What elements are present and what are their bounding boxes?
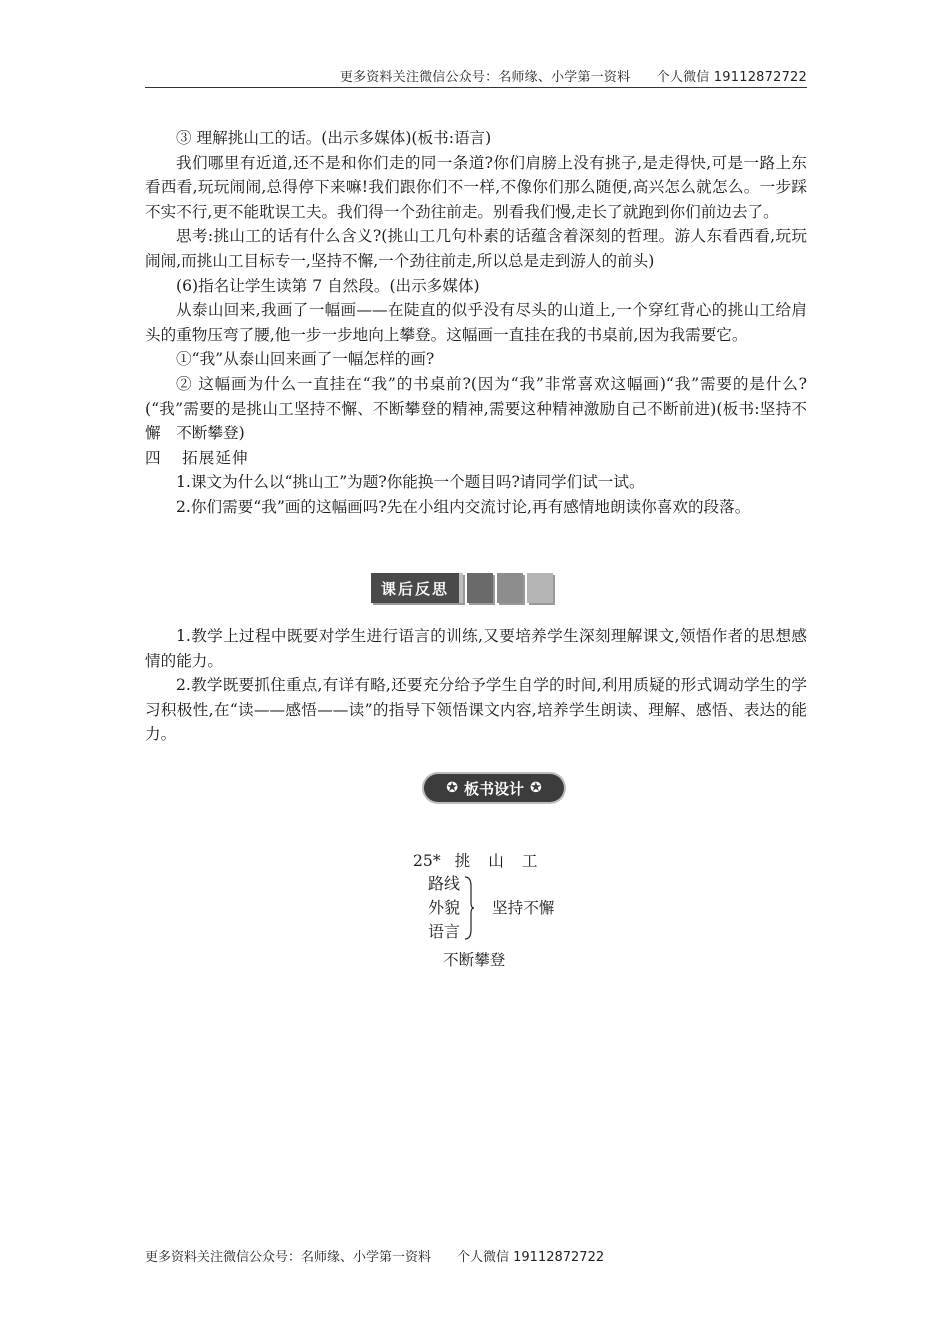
think-question: 思考:挑山工的话有什么含义?(挑山工几句朴素的话蕴含着深刻的哲理。游人东看西看,玩玩闹闹,而挑山工目标专一,坚持不懈,一个劲往前走,所以总是走到游人的前头) (145, 227, 807, 270)
section-number: 四 (145, 448, 162, 467)
title-char: 工 (521, 852, 538, 870)
brace-icon (464, 876, 474, 940)
section-label: 拓展延伸 (182, 448, 249, 467)
star-icon: ✪ (530, 780, 542, 796)
porter-quote: 我们哪里有近道,还不是和你们走的同一条道?你们肩膀上没有挑子,是走得快,可是一路上东看西看,玩玩闹闹,总得停下来嘛!我们跟你们不一样,不像你们那么随便,高兴怎么就怎么。一步踩不实不行,更不能耽误工夫。我们得一个劲往前走。别看我们慢,走长了就跑到你们前边去了。 (145, 153, 807, 221)
step-read-paragraph: (6)指名让学生读第 7 自然段。(出示多媒体) (176, 276, 480, 295)
banner-decor-block (497, 573, 523, 603)
board-design-badge (424, 774, 564, 802)
banner-decor-block (527, 573, 553, 603)
question-one: ①“我”从泰山回来画了一幅怎样的画? (176, 350, 435, 369)
board-item: 路线 (428, 874, 461, 893)
header-divider (145, 87, 807, 88)
reflection-content (145, 624, 807, 747)
paragraph-seven: 从泰山回来,我画了一幅画——在陡直的似乎没有尽头的山道上,一个穿红背心的挑山工给肩头的重物压弯了腰,他一步一步地向上攀登。这幅画一直挂在我的书桌前,因为我需要它。 (145, 301, 807, 344)
board-item: 语言 (428, 922, 461, 941)
step-understand-words: ③ 理解挑山工的话。(出示多媒体)(板书:语言) (176, 129, 492, 147)
title-char: 山 (488, 852, 504, 870)
board-never-stop: 不断攀登 (443, 951, 506, 969)
star-icon: ✪ (446, 780, 458, 796)
section-four-title (145, 446, 807, 471)
page-footer: 更多资料关注微信公众号：名师缘、小学第一资料 个人微信 19112872722 (145, 1250, 605, 1265)
reflection-item-two: 2.教学既要抓住重点,有详有略,还要充分给予学生自学的时间,利用质疑的形式调动学生的学习积极性,在“读——感悟——读”的指导下领悟课文内容,培养学生朗读、理解、感悟、表达的能力。 (145, 676, 807, 744)
reflection-banner-label: 课后反思 (371, 573, 463, 603)
board-item-list (428, 872, 460, 944)
title-char: 挑 (454, 852, 471, 870)
board-item: 外貌 (428, 898, 461, 917)
reflection-item-one: 1.教学上过程中既要对学生进行语言的训练,又要培养学生深刻理解课文,领悟作者的思想感情的能力。 (145, 627, 807, 670)
page-header: 更多资料关注微信公众号：名师缘、小学第一资料 个人微信 19112872722 (339, 70, 807, 85)
board-design-label: 板书设计 (463, 779, 524, 798)
extension-item-one: 1.课文为什么以“挑山工”为题?你能换一个题目吗?请同学们试一试。 (176, 473, 645, 492)
question-two: ② 这幅画为什么一直挂在“我”的书桌前?(因为“我”非常喜欢这幅画)“我”需要的是什么?(“我”需要的是挑山工坚持不懈、不断攀登的精神,需要这种精神激励自己不断前进)(板书:坚持不懈 不断攀登) (145, 374, 808, 443)
reflection-banner (371, 573, 553, 603)
board-lesson-title (413, 849, 537, 871)
lesson-number: 25* (413, 852, 441, 870)
lesson-content (145, 126, 807, 520)
extension-item-two: 2.你们需要“我”画的这幅画吗?先在小组内交流讨论,再有感情地朗读你喜欢的段落。 (176, 497, 751, 516)
banner-decor-block (467, 573, 493, 603)
board-keep-going: 坚持不懈 (492, 899, 555, 917)
